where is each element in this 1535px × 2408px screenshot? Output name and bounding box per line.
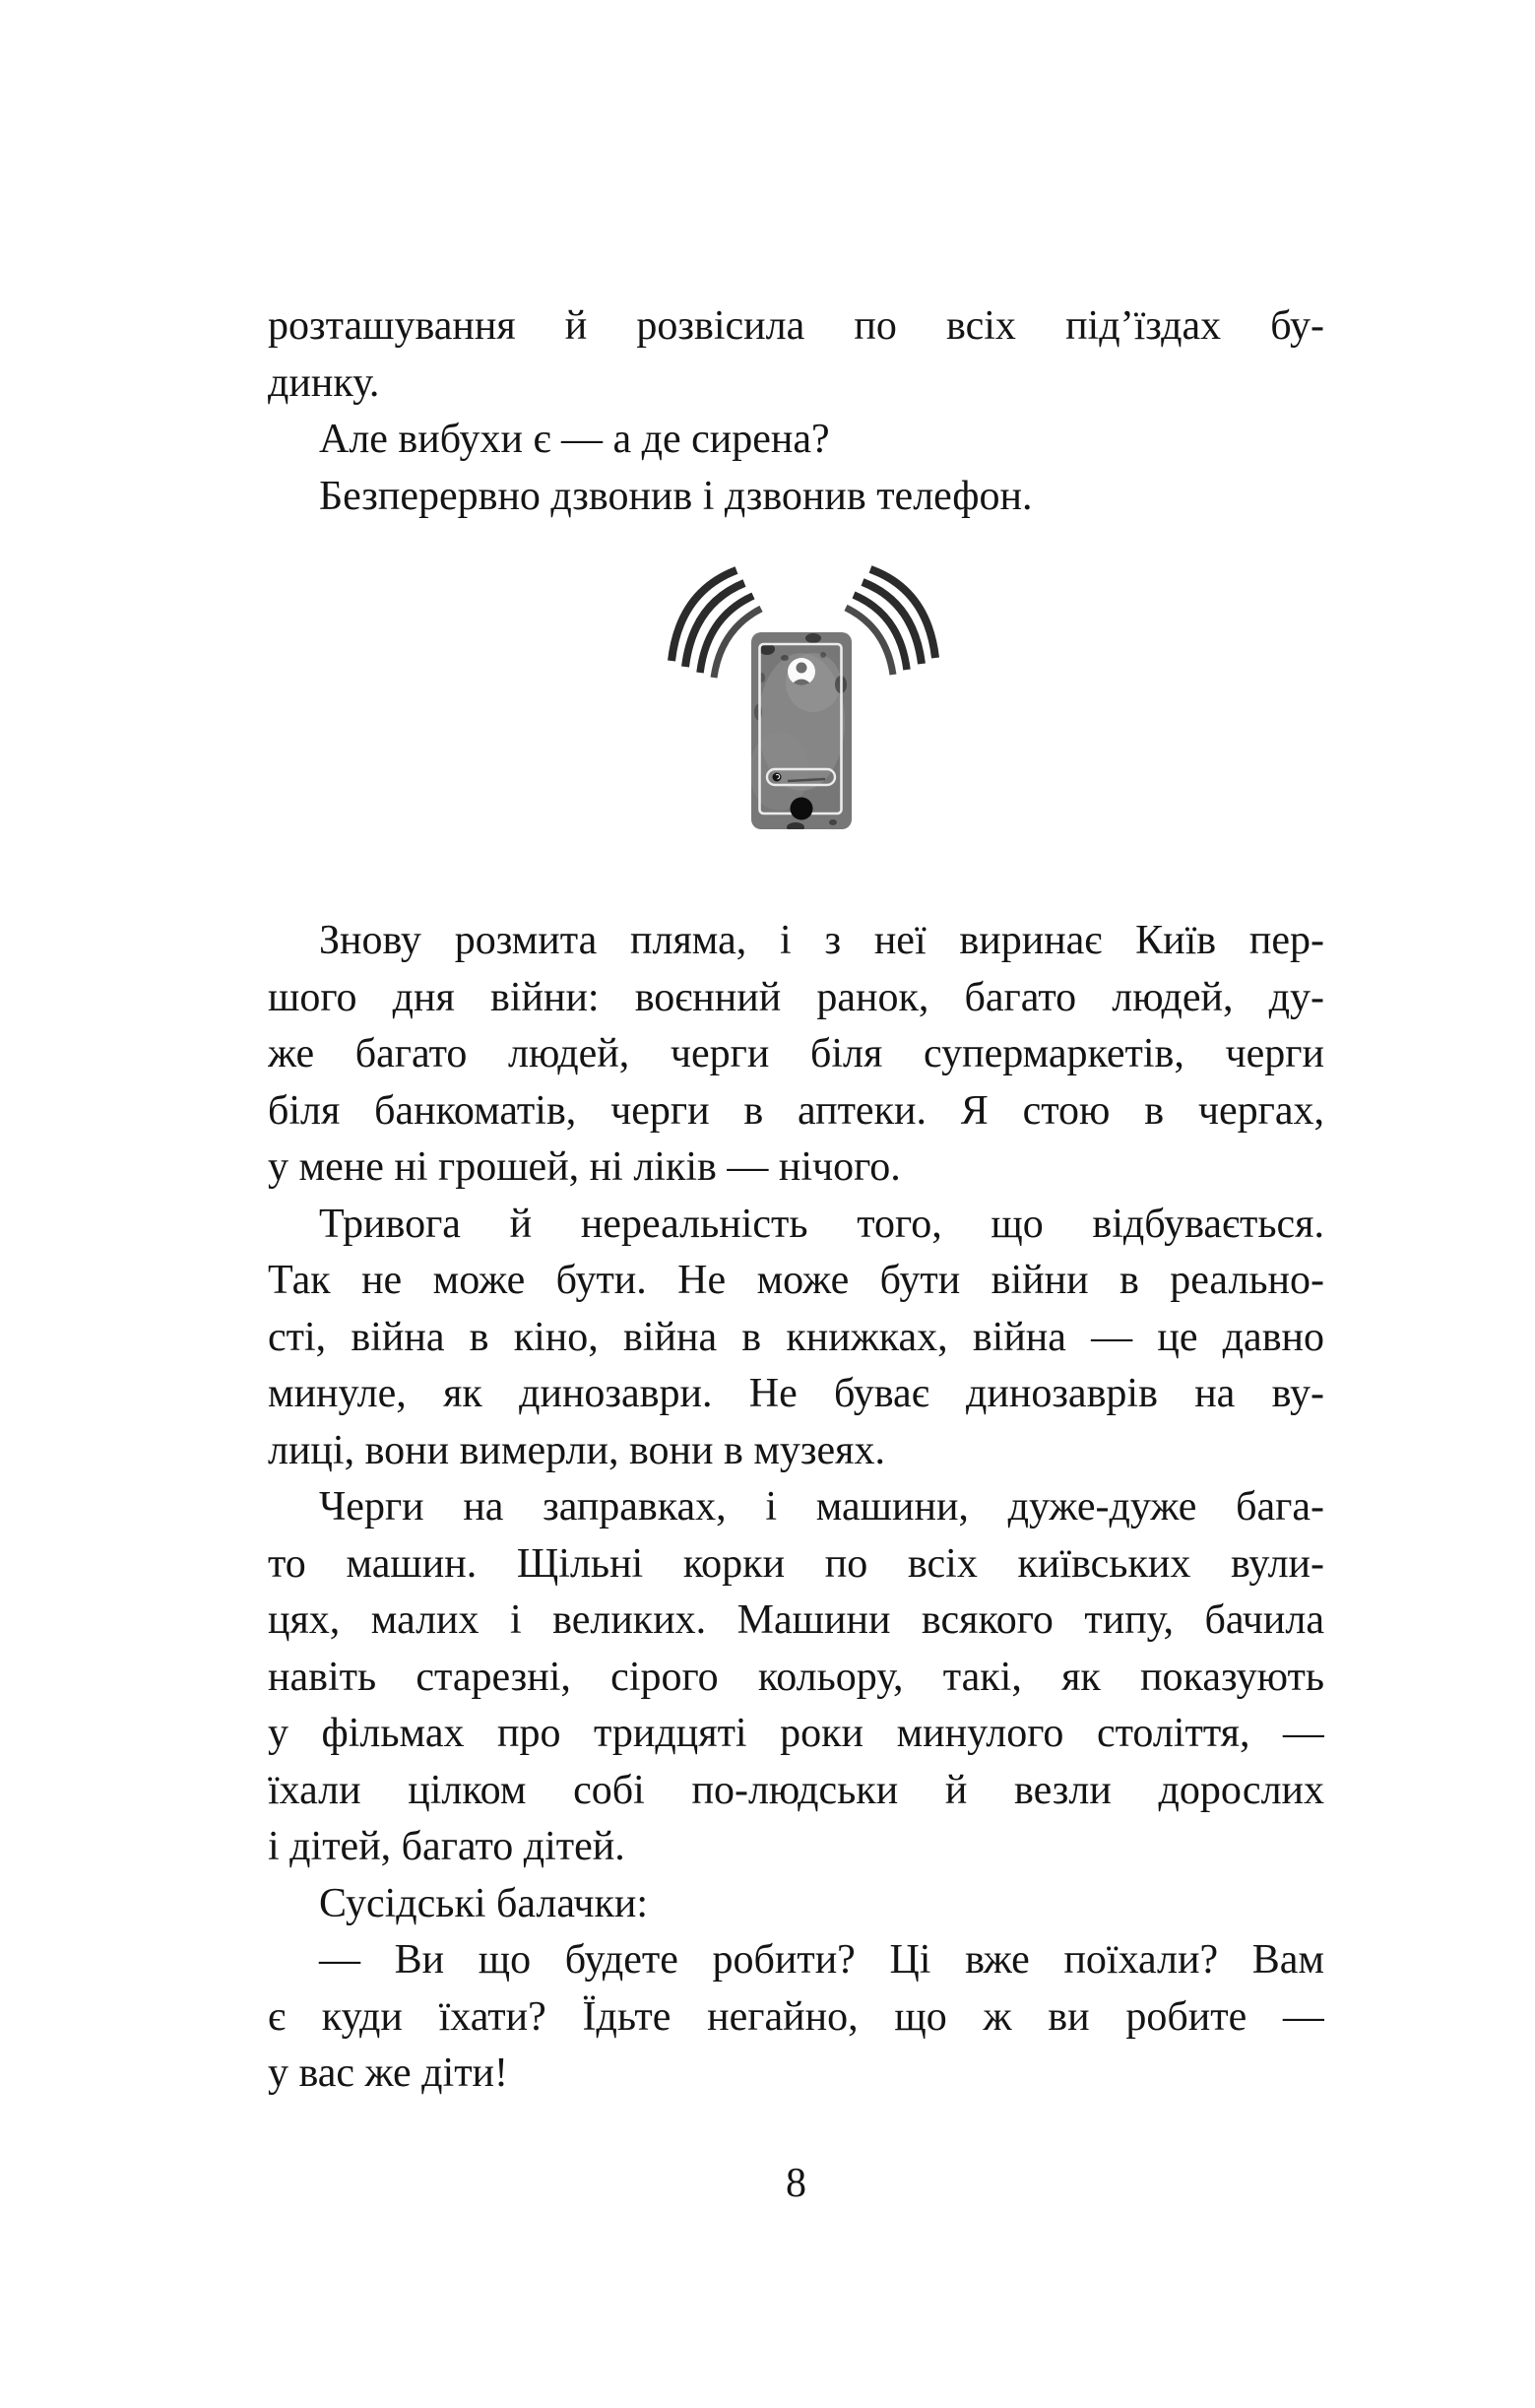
call-button [791, 798, 813, 820]
text-line: сті, війна в кіно, війна в книжках, війна — це давно [268, 1314, 1324, 1360]
ringing-intercom-illustration [666, 564, 941, 832]
paragraph [268, 469, 1324, 526]
paragraph [268, 1197, 1324, 1480]
text-line: шого дня війни: воєнний ранок, багато людей, ду- [268, 974, 1324, 1020]
sound-waves-left-icon [672, 570, 761, 678]
paragraph [268, 298, 1324, 412]
text-line: то машин. Щільні корки по всіх київських вули- [268, 1540, 1324, 1587]
page-number: 8 [786, 2161, 806, 2206]
intercom-body [749, 632, 852, 832]
text-line: Безперервно дзвонив і дзвонив телефон. [319, 473, 1033, 519]
text-line: навіть старезні, сірого кольору, такі, як показують [268, 1654, 1324, 1700]
paragraph [268, 412, 1324, 469]
text-line: у фільмах про тридцяті роки минулого століття, — [268, 1711, 1324, 1756]
text-line: і дітей, багато дітей. [268, 1824, 625, 1869]
paragraph [268, 1932, 1324, 2103]
text-line: минуле, як динозаври. Не буває динозаврів на ву- [268, 1371, 1324, 1416]
paragraph [268, 1479, 1324, 1876]
text-line: — Ви що будете робити? Ці вже поїхали? Вам [319, 1937, 1324, 1983]
text-line: Але вибухи є — а де сирена? [319, 417, 830, 462]
text-line: динку. [268, 359, 380, 406]
text-line: є куди їхати? Їдьте негайно, що ж ви робите — [268, 1993, 1324, 2040]
text-line: Черги на заправках, і машини, дуже-дуже бага- [319, 1484, 1324, 1529]
text-line: у вас же діти! [268, 2050, 509, 2096]
text-line: Тривога й нереальність того, що відбувається. [319, 1201, 1324, 1247]
text-line: лиці, вони вимерли, вони в музеях. [268, 1427, 885, 1473]
text-line: Знову розмита пляма, і з неї виринає Київ пер- [319, 918, 1324, 963]
text-line: їхали цілком собі по-людськи й везли дорослих [268, 1767, 1324, 1813]
text-line: же багато людей, черги біля супермаркетів, черги [268, 1031, 1324, 1076]
bottom-text-block [268, 913, 1324, 2103]
sound-waves-right-icon [846, 569, 935, 675]
paragraph [268, 913, 1324, 1197]
top-text-block [268, 0, 1324, 525]
text-line: цях, малих і великих. Машини всякого типу, бачила [268, 1597, 1324, 1643]
text-line: Так не може бути. Не може бути війни в реально- [268, 1258, 1324, 1303]
text-line: Сусідські балачки: [319, 1880, 648, 1926]
text-line: розташування й розвісила по всіх під’їздах бу- [268, 303, 1324, 349]
text-line: біля банкоматів, черги в аптеки. Я стою в чергах, [268, 1087, 1324, 1134]
paragraph [268, 1876, 1324, 1933]
text-line: у мене ні грошей, ні ліків — нічого. [268, 1144, 901, 1190]
